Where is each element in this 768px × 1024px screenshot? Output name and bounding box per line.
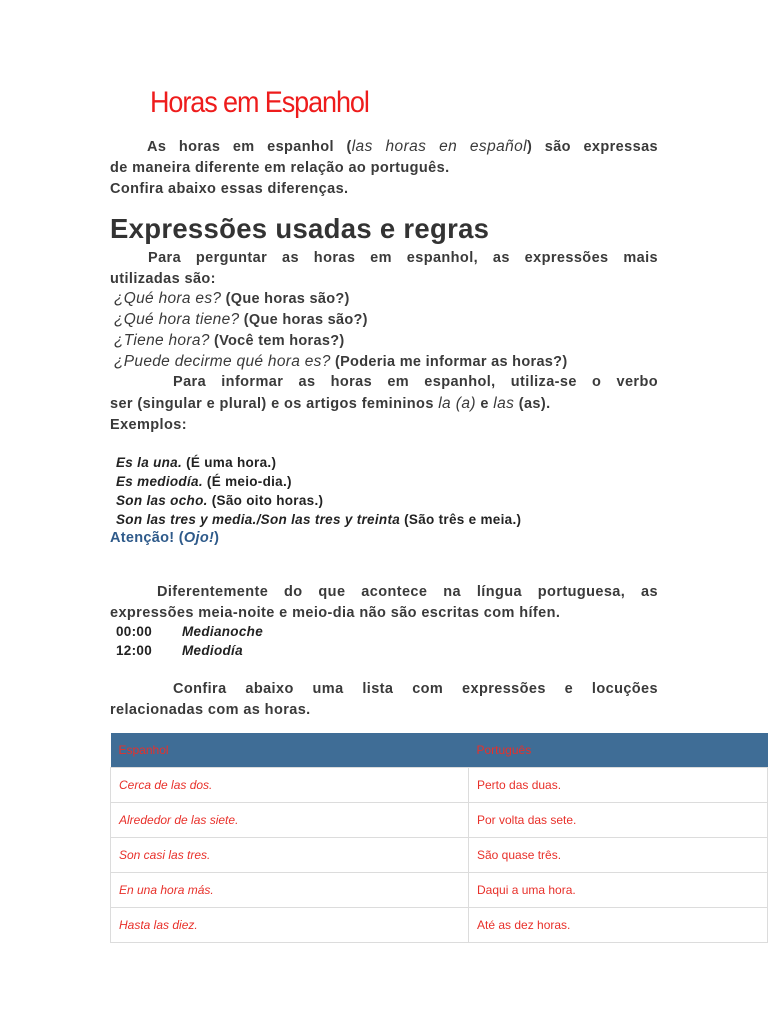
intro-text: ) são expressas: [527, 139, 659, 155]
table-cell-spanish: Son casi las tres.: [111, 838, 469, 873]
table-cell-portuguese: Por volta das sete.: [469, 803, 768, 838]
list-intro-paragraph: [110, 679, 658, 721]
table-cell-spanish: Alrededor de las siete.: [111, 803, 469, 838]
table-header-row: [111, 733, 768, 768]
table-cell-spanish: Hasta las diez.: [111, 908, 469, 943]
intro-spanish-term: las horas en español: [351, 138, 528, 155]
table-row: [111, 768, 768, 803]
table-row: [111, 908, 768, 943]
table-row: [111, 873, 768, 908]
table-cell-portuguese: São quase três.: [469, 838, 768, 873]
ask-line-2: utilizadas são:: [110, 271, 216, 287]
diff-line-2: expressões meia-noite e meio-dia não são escritas com hífen.: [110, 605, 561, 621]
table-header-spanish: Espanhol: [111, 733, 469, 768]
inform-line-1: Para informar as horas em espanhol, utiliza-se o verbo: [173, 374, 658, 390]
table-cell-spanish: Cerca de las dos.: [111, 768, 469, 803]
list-intro-line-2: relacionadas com as horas.: [110, 702, 311, 718]
section-heading: Expressões usadas e regras: [110, 213, 490, 244]
question-item: ¿Qué hora es? (Que horas são?): [114, 290, 350, 307]
intro-text: As horas em espanhol (: [147, 139, 352, 155]
example-item: Son las tres y media./Son las tres y treinta (São três e meia.): [116, 512, 522, 527]
intro-paragraph: [110, 136, 658, 200]
intro-line-3: Confira abaixo essas diferenças.: [110, 181, 349, 197]
diff-line-1: Diferentemente do que acontece na língua portuguesa, as: [157, 584, 658, 600]
example-item: Son las ocho. (São oito horas.): [116, 493, 324, 508]
question-item: ¿Tiene hora? (Você tem horas?): [114, 332, 345, 349]
question-item: ¿Puede decirme qué hora es? (Poderia me informar as horas?): [114, 353, 568, 370]
example-item: Es mediodía. (É meio-dia.): [116, 474, 292, 489]
table-cell-portuguese: Daqui a uma hora.: [469, 873, 768, 908]
question-item: ¿Qué hora tiene? (Que horas são?): [114, 311, 368, 328]
table-cell-spanish: En una hora más.: [111, 873, 469, 908]
list-intro-line-1: Confira abaixo uma lista com expressões e locuções: [173, 681, 658, 697]
table-cell-portuguese: Perto das duas.: [469, 768, 768, 803]
intro-line-2: de maneira diferente em relação ao português.: [110, 160, 450, 176]
ask-paragraph: [110, 248, 658, 290]
table-cell-portuguese: Até as dez horas.: [469, 908, 768, 943]
example-item: Es la una. (É uma hora.): [116, 455, 277, 470]
time-item: 12:00 Mediodía: [116, 643, 243, 658]
inform-line-3: Exemplos:: [110, 417, 187, 433]
table-row: [111, 838, 768, 873]
expressions-table: [110, 733, 768, 943]
inform-paragraph: [110, 372, 658, 436]
table-header-portuguese: Português: [469, 733, 768, 768]
table-row: [111, 803, 768, 838]
page-title: Horas em Espanhol: [150, 86, 369, 119]
attention-note: Atenção! (Ojo!): [110, 530, 220, 546]
difference-paragraph: [110, 582, 658, 624]
inform-line-2: ser (singular e plural) e os artigos femininos la (a) e las (as).: [110, 395, 551, 412]
time-item: 00:00 Medianoche: [116, 624, 264, 639]
ask-line-1: Para perguntar as horas em espanhol, as expressões mais: [148, 250, 658, 266]
